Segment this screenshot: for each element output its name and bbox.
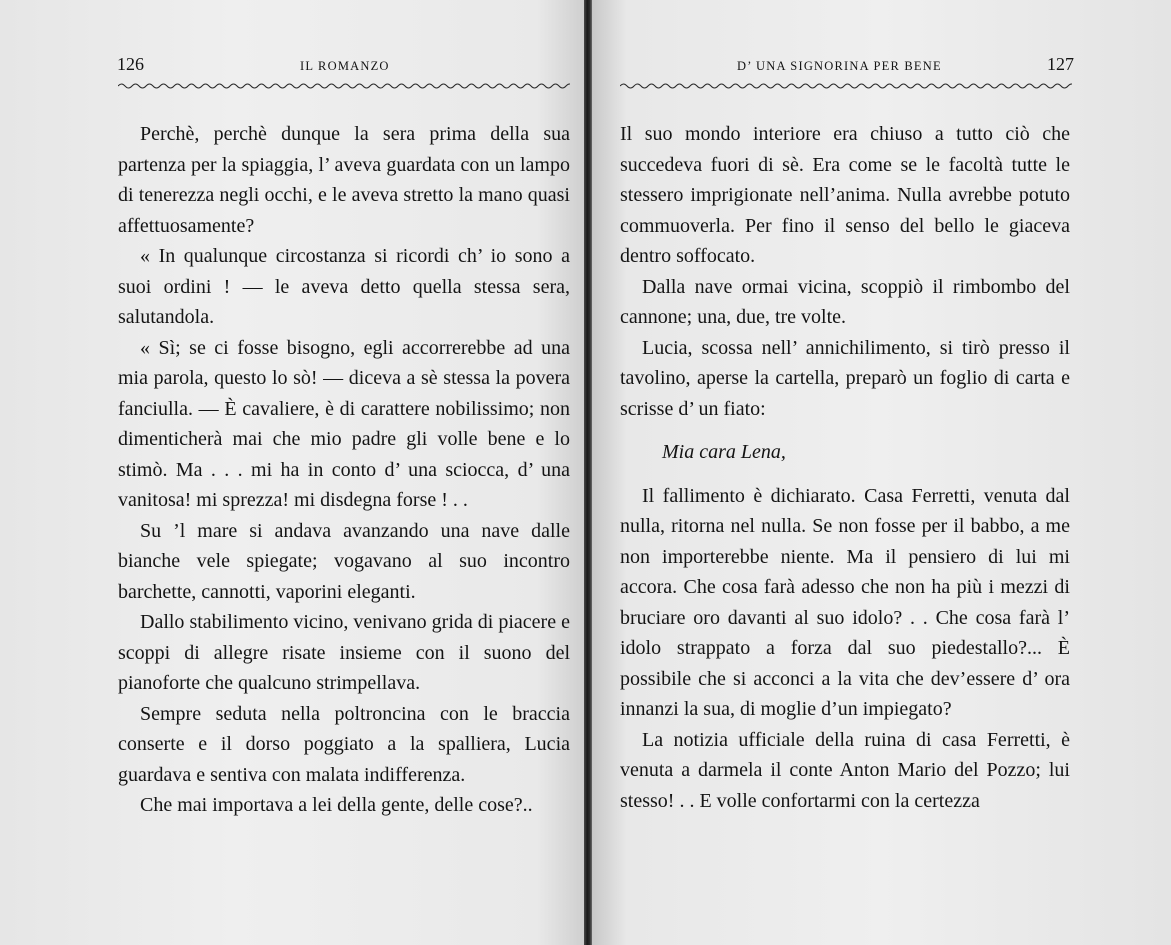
wavy-rule-left <box>118 80 570 92</box>
wavy-rule-graphic <box>620 80 1072 92</box>
paragraph: « Sì; se ci fosse bisogno, egli accorrerebbe ad una mia parola, questo lo sò! — diceva a sè stessa la povera fanciulla. — È cavaliere, è di carattere nobilissimo; non dimenticherà mai che mio padre gli volle bene e lo stimò. Ma . . . mi ha in conto d’ una sciocca, d’ una vanitosa! mi sprezza! mi disdegna forse ! . . <box>118 336 570 511</box>
right-page-text <box>620 119 1070 816</box>
wavy-rule-graphic <box>118 80 570 92</box>
wavy-rule-right <box>620 80 1072 92</box>
book-gutter <box>584 0 592 945</box>
page-number-right: 127 <box>1047 54 1074 74</box>
paragraph: Su ’l mare si andava avanzando una nave dalle bianche vele spiegate; vogavano al suo incontro barchette, cannotti, vaporini eleganti. <box>118 519 570 603</box>
right-page <box>592 0 1171 945</box>
left-page-header <box>115 54 570 82</box>
right-page-header <box>622 54 1074 82</box>
running-head-right: D’ UNA SIGNORINA PER BENE <box>737 59 942 73</box>
paragraph: « In qualunque circostanza si ricordi ch’ io sono a suoi ordini ! — le aveva detto quella stessa sera, salutandola. <box>118 245 570 328</box>
page-number-left: 126 <box>117 54 144 74</box>
letter-salutation: Mia cara Lena, <box>662 441 786 463</box>
left-page-text <box>118 119 570 821</box>
paragraph: Dallo stabilimento vicino, venivano grida di piacere e scoppi di allegre risate insieme con il suono del pianoforte che qualcuno strimpellava. <box>118 611 570 694</box>
paragraph: Lucia, scossa nell’ annichilimento, si tirò presso il tavolino, aperse la cartella, preparò un foglio di carta e scrisse d’ un fiato: <box>620 336 1070 420</box>
left-page <box>0 0 584 945</box>
paragraph: Il suo mondo interiore era chiuso a tutto ciò che succedeva fuori di sè. Era come se le facoltà tutte le stessero imprigionate nell’anima. Nulla avrebbe potuto commuoverla. Per fino il senso del bello le giaceva dentro soffocato. <box>620 123 1070 267</box>
paragraph: La notizia ufficiale della ruina di casa Ferretti, è venuta a darmela il conte Anton Mario del Pozzo; lui stesso! . . E volle confortarmi con la certezza <box>620 728 1070 812</box>
paragraph: Che mai importava a lei della gente, delle cose?.. <box>140 794 533 816</box>
paragraph: Perchè, perchè dunque la sera prima della sua partenza per la spiaggia, l’ aveva guardata con un lampo di tenerezza negli occhi, e le aveva stretto la mano quasi affettuosamente? <box>118 123 570 237</box>
running-head-left: IL ROMANZO <box>300 59 390 73</box>
paragraph: Il fallimento è dichiarato. Casa Ferretti, venuta dal nulla, ritorna nel nulla. Se non fosse per il babbo, a me non importerebbe niente. Ma il pensiero di lui mi accora. Che cosa farà adesso che non ha più i mezzi di bruciare oro davanti al suo idolo? . . Che cosa farà l’ idolo strappato a forza dal suo piedestallo?... È possibile che si acconci a la vita che dev’essere d’ ora innanzi la sua, di moglie d’un impiegato? <box>620 484 1070 720</box>
paragraph: Dalla nave ormai vicina, scoppiò il rimbombo del cannone; una, due, tre volte. <box>620 275 1070 328</box>
paragraph: Sempre seduta nella poltroncina con le braccia conserte e il dorso poggiato a la spalliera, Lucia guardava e sentiva con malata indifferenza. <box>118 702 570 786</box>
